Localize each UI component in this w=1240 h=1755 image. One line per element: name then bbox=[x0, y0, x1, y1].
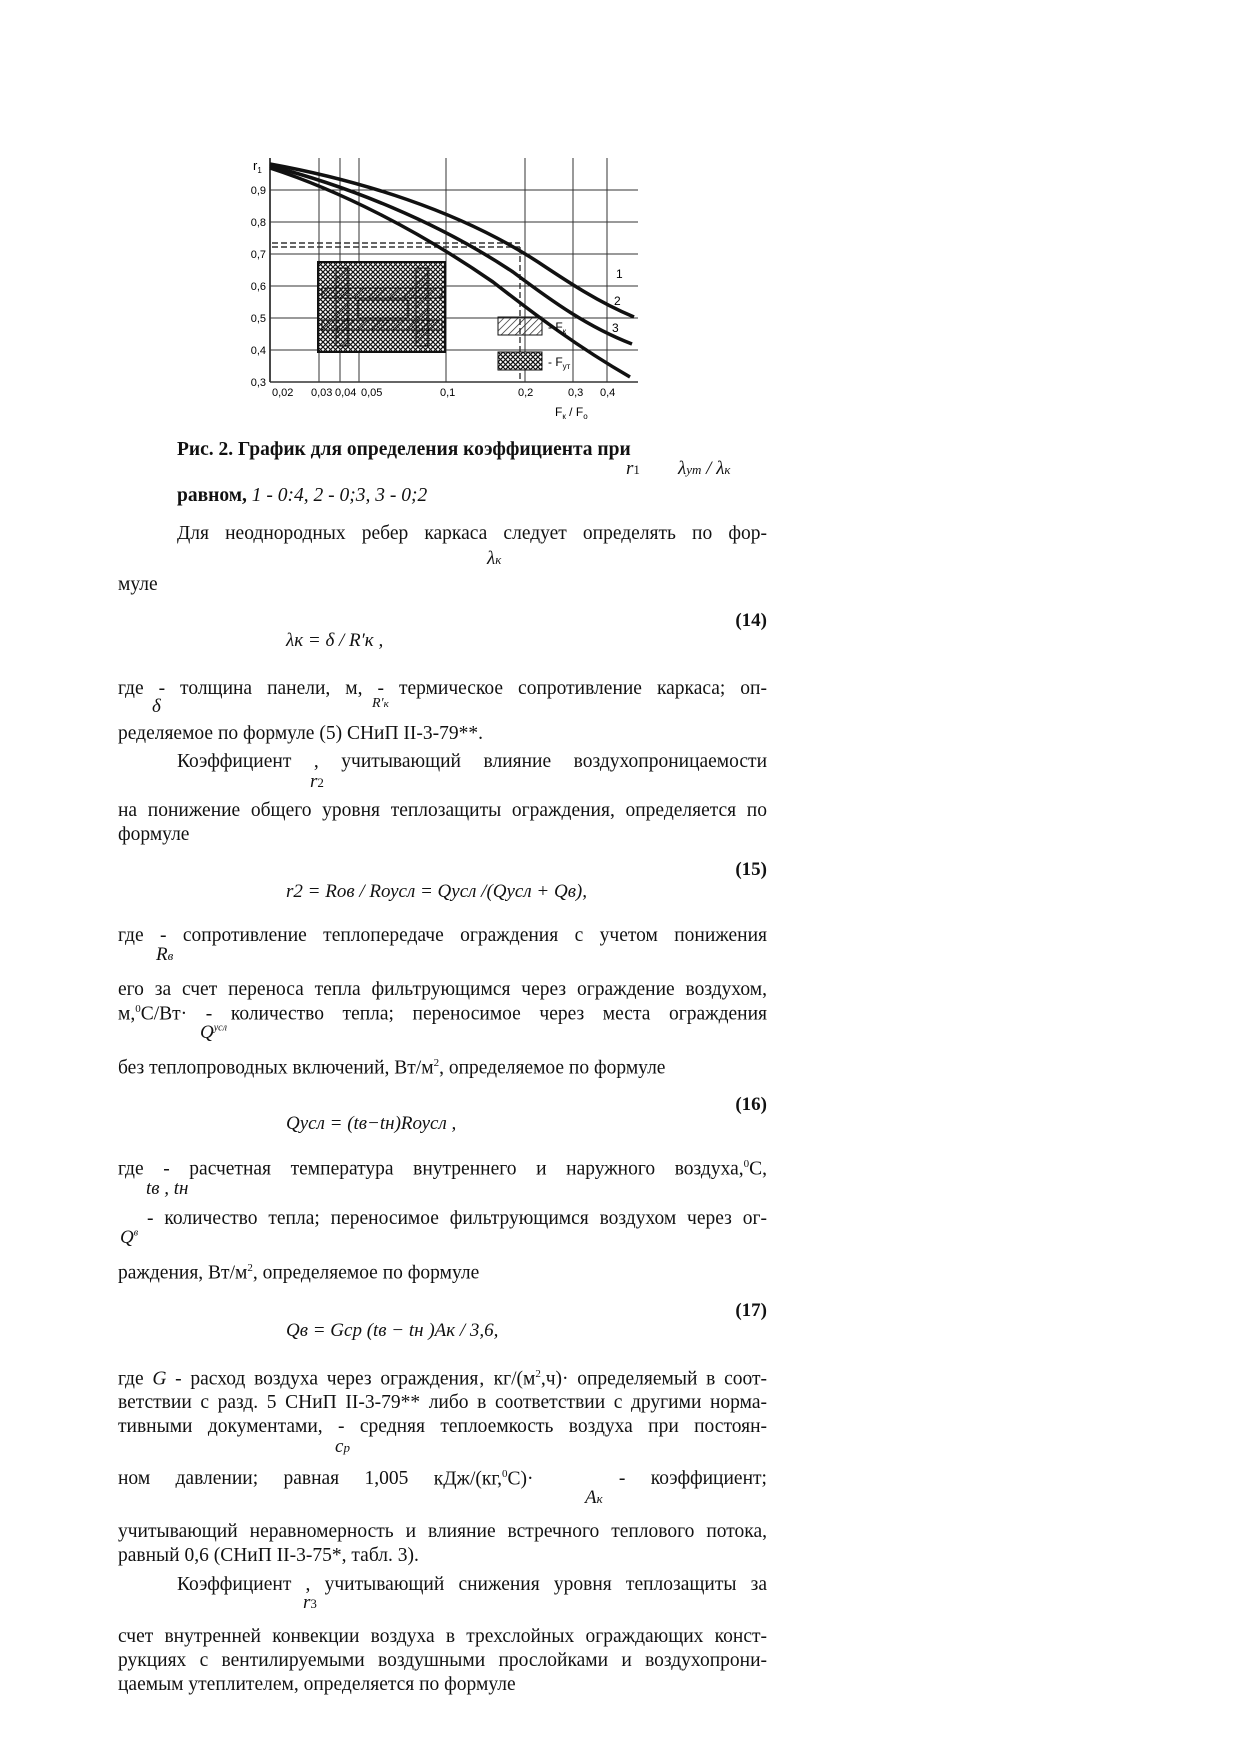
paragraph-line: формуле bbox=[118, 824, 190, 845]
paragraph-line: рукциях с вентилируемыми воздушными прослойками и воздухопрони- bbox=[118, 1650, 767, 1671]
caption-lambda-ratio: λут / λк bbox=[678, 458, 731, 479]
paragraph-line: учитывающий неравномерность и влияние встречного теплового потока, bbox=[118, 1521, 767, 1542]
equation-16: Qусл = (tв−tн)Rоусл , bbox=[286, 1113, 457, 1134]
curve-label-2: 2 bbox=[614, 294, 621, 308]
x-tick: 0,4 bbox=[600, 387, 616, 399]
equation-number-14: (14) bbox=[735, 610, 767, 631]
equation-14: λк = δ / R′к , bbox=[286, 630, 384, 651]
figure bbox=[238, 152, 658, 434]
legend-fk: - $F_к$ bbox=[548, 320, 567, 336]
x-tick: 0,05 bbox=[361, 387, 383, 399]
paragraph-line: тивными документами, - средняя теплоемкость воздуха при постоян- bbox=[118, 1416, 767, 1437]
paragraph-line: Для неоднородных ребер каркаса следует определять по фор- bbox=[177, 523, 767, 544]
x-tick-labels bbox=[272, 387, 615, 399]
paragraph-line: равный 0,6 (СНиП II-3-75*, табл. 3). bbox=[118, 1545, 419, 1566]
equation-15: r2 = Rов / Rоусл = Qусл /(Qусл + Qв), bbox=[286, 881, 588, 902]
paragraph-line: Коэффициент , учитывающий влияние воздухопроницаемости bbox=[177, 751, 767, 772]
paragraph-line: где - расчетная температура внутреннего и наружного воздуха,$^0$С, bbox=[118, 1158, 767, 1180]
math-q-v: $Q^в$ bbox=[120, 1227, 139, 1248]
paragraph-line: ном давлении; равная 1,005 кДж/(кг,$^0$С)· - коэффициент; bbox=[118, 1468, 767, 1490]
math-c-p: cp bbox=[335, 1436, 350, 1457]
paragraph-line: без теплопроводных включений, $Вт/м^2$, определяемое по формуле bbox=[118, 1057, 666, 1079]
equation-number-16: (16) bbox=[735, 1094, 767, 1115]
x-tick: 0,3 bbox=[568, 387, 584, 399]
paragraph-line: раждения, $Вт/м^2$, определяемое по формуле bbox=[118, 1262, 480, 1284]
paragraph-line: на понижение общего уровня теплозащиты ограждения, определяется по bbox=[118, 800, 767, 821]
y-tick: 0,7 bbox=[250, 249, 266, 261]
math-lambda-k: λк bbox=[487, 548, 502, 569]
math-tv-tn: tв , tн bbox=[146, 1178, 189, 1199]
math-ro-v: Rв bbox=[156, 944, 174, 965]
math-r-k: R′к bbox=[372, 696, 389, 711]
paragraph-line: где - сопротивление теплопередаче ограждения с учетом понижения bbox=[118, 925, 767, 946]
legend-fut: - $F_{ут}$ bbox=[548, 355, 571, 371]
y-tick: 0,8 bbox=[250, 217, 266, 229]
paragraph-line: ветствии с разд. 5 СНиП II-3-79** либо в соответствии с другими норма- bbox=[118, 1392, 767, 1413]
y-axis-label: $r_1$ bbox=[253, 158, 262, 175]
paragraph-line: где - толщина панели, м, - термическое сопротивление каркаса; оп- bbox=[118, 678, 767, 699]
paragraph-line: счет внутренней конвекции воздуха в трехслойных ограждающих конст- bbox=[118, 1626, 767, 1647]
paragraph-line: его за счет переноса тепла фильтрующимся через ограждение воздухом, bbox=[118, 979, 767, 1000]
curve-labels bbox=[612, 267, 623, 335]
y-tick-labels bbox=[251, 185, 266, 389]
paragraph-line: Коэффициент , учитывающий снижения уровня теплозащиты за bbox=[177, 1574, 767, 1595]
math-q-usl: $Q^{усл}$ bbox=[200, 1022, 227, 1043]
math-r3: r3 bbox=[303, 1592, 317, 1613]
y-tick: 0,3 bbox=[250, 377, 266, 389]
equation-17: Qв = Gcр (tв − tн )Aк / 3,6, bbox=[286, 1320, 499, 1341]
y-tick: 0,4 bbox=[250, 345, 266, 357]
math-r2: r2 bbox=[310, 771, 324, 792]
paragraph-line: - количество тепла; переносимое фильтрующимся воздухом через ог- bbox=[147, 1208, 767, 1229]
x-tick: 0,1 bbox=[440, 387, 456, 399]
equation-number-17: (17) bbox=[735, 1300, 767, 1321]
x-tick: 0,2 bbox=[518, 387, 534, 399]
figure-caption-line1: Рис. 2. График для определения коэффициента при bbox=[177, 439, 631, 460]
math-delta: δ bbox=[152, 696, 161, 717]
x-tick: 0,03 bbox=[311, 387, 333, 399]
curve-label-3: 3 bbox=[612, 321, 619, 335]
paragraph-line: муле bbox=[118, 574, 158, 595]
x-tick: 0,02 bbox=[272, 387, 294, 399]
x-tick: 0,04 bbox=[335, 387, 357, 399]
paragraph-line: где G - расход воздуха через ограждения‚ $кг/(м^2,ч)\cdot$ определяемый в соот- bbox=[118, 1368, 767, 1390]
y-tick: 0,6 bbox=[250, 281, 266, 293]
caption-r1: r1 bbox=[626, 458, 640, 479]
y-tick: 0,9 bbox=[250, 185, 266, 197]
chart-figure bbox=[238, 152, 658, 434]
x-axis-label: $F_к / F_о$ bbox=[555, 405, 588, 421]
paragraph-line: ределяемое по формуле (5) СНиП II-3-79**. bbox=[118, 723, 484, 744]
paragraph-line: цаемым утеплителем, определяется по формуле bbox=[118, 1674, 516, 1695]
figure-caption-line2: равном, 1 - 0:4, 2 - 0;3, 3 - 0;2 bbox=[177, 485, 428, 506]
equation-number-15: (15) bbox=[735, 859, 767, 880]
chart-inset-panel bbox=[318, 262, 445, 352]
curve-label-1: 1 bbox=[616, 267, 623, 281]
chart-legend bbox=[498, 317, 571, 371]
math-a-k: Aк bbox=[585, 1487, 603, 1508]
paragraph-line: м,$^0$С/Вт· - количество тепла; переносимое через места ограждения bbox=[118, 1003, 767, 1025]
y-tick: 0,5 bbox=[250, 313, 266, 325]
